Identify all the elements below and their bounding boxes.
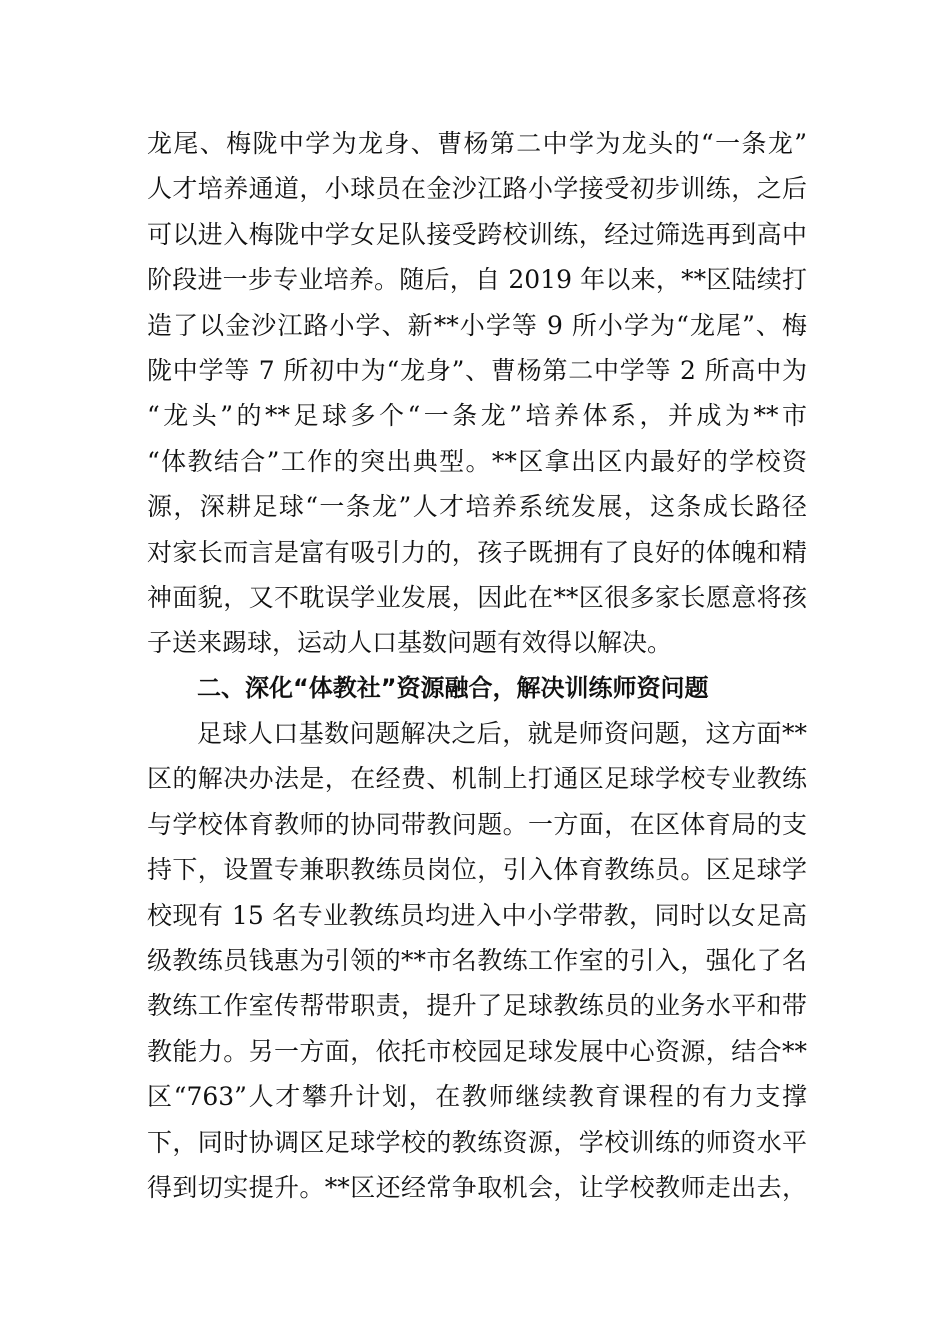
paragraph-line: 对家长而言是富有吸引力的，孩子既拥有了良好的体魄和精: [147, 537, 807, 567]
paragraph-line: 足球人口基数问题解决之后，就是师资问题，这方面**: [197, 719, 807, 749]
paragraph-line: 人才培养通道，小球员在金沙江路小学接受初步训练，之后: [147, 174, 807, 204]
paragraph-line: 子送来踢球，运动人口基数问题有效得以解决。: [147, 628, 673, 658]
paragraph-line: 神面貌，又不耽误学业发展，因此在**区很多家长愿意将孩: [147, 582, 807, 612]
paragraph-line: 持下，设置专兼职教练员岗位，引入体育教练员。区足球学: [147, 855, 807, 885]
paragraph-line: 区“763”人才攀升计划，在教师继续教育课程的有力支撑: [147, 1082, 807, 1112]
paragraph-line: 与学校体育教师的协同带教问题。一方面，在区体育局的支: [147, 809, 807, 839]
paragraph-line: 龙尾、梅陇中学为龙身、曹杨第二中学为龙头的“一条龙”: [147, 129, 807, 158]
paragraph-line: 可以进入梅陇中学女足队接受跨校训练，经过筛选再到高中: [147, 219, 807, 249]
paragraph-line: 校现有 15 名专业教练员均进入中小学带教，同时以女足高: [147, 900, 807, 930]
paragraph-line: 造了以金沙江路小学、新**小学等 9 所小学为“龙尾”、梅: [147, 310, 807, 340]
paragraph-line: 得到切实提升。**区还经常争取机会，让学校教师走出去，: [147, 1172, 807, 1202]
paragraph-line: 陇中学等 7 所初中为“龙身”、曹杨第二中学等 2 所高中为: [147, 355, 807, 385]
paragraph-line: “体教结合”工作的突出典型。**区拿出区内最好的学校资: [147, 446, 807, 476]
section-heading: 二、深化“体教社”资源融合，解决训练师资问题: [197, 673, 709, 702]
paragraph-line: 源，深耕足球“一条龙”人才培养系统发展，这条成长路径: [147, 492, 807, 522]
paragraph-line: 教能力。另一方面，依托市校园足球发展中心资源，结合**: [147, 1036, 807, 1066]
paragraph-line: 级教练员钱惠为引领的**市名教练工作室的引入，强化了名: [147, 946, 807, 976]
paragraph-line: 区的解决办法是，在经费、机制上打通区足球学校专业教练: [147, 764, 807, 794]
paragraph-line: 下，同时协调区足球学校的教练资源，学校训练的师资水平: [147, 1127, 807, 1157]
paragraph-line: 教练工作室传帮带职责，提升了足球教练员的业务水平和带: [147, 991, 807, 1021]
paragraph-talent-pipeline: [147, 121, 807, 1210]
paragraph-line: 阶段进一步专业培养。随后，自 2019 年以来，**区陆续打: [147, 265, 807, 295]
paragraph-line: “龙头”的**足球多个“一条龙”培养体系，并成为**市: [147, 401, 807, 431]
